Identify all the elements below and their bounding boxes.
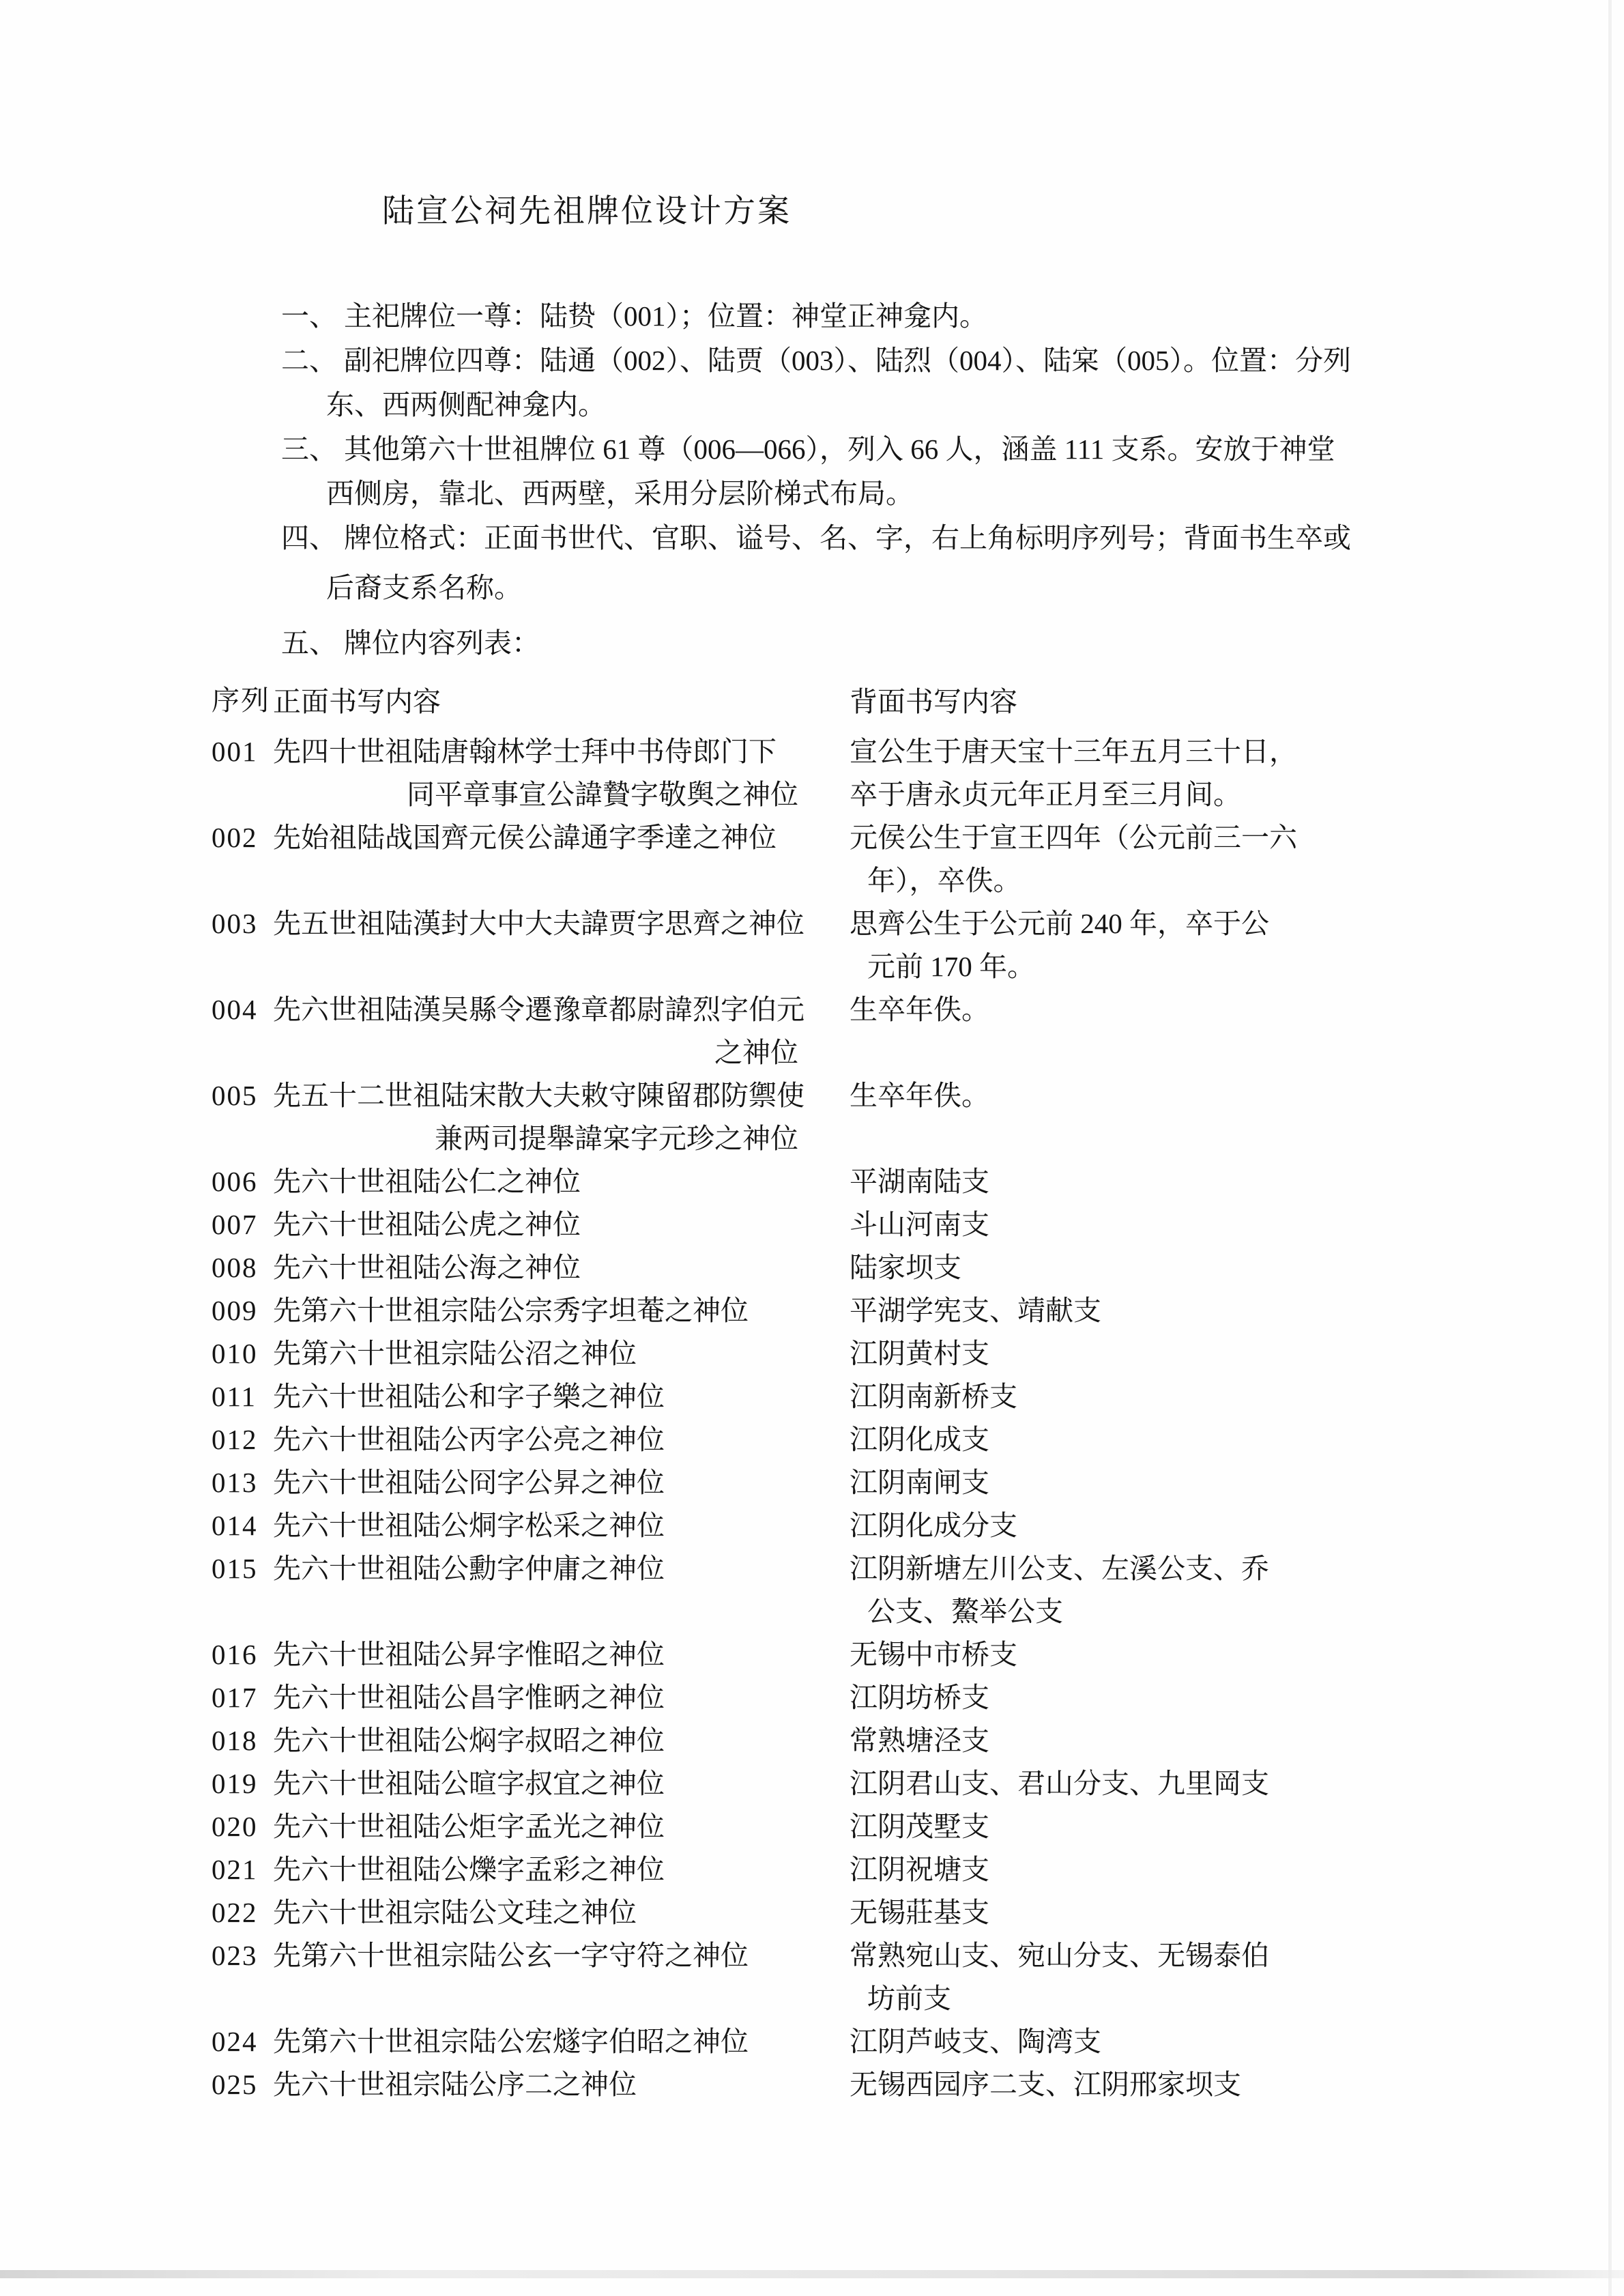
table-row <box>212 1848 1419 1891</box>
cell-seq: 001 <box>212 736 258 767</box>
cell-back <box>798 730 1419 816</box>
table-row <box>212 1203 1419 1246</box>
front-line: 先第六十世祖宗陆公沼之神位 <box>273 1338 637 1369</box>
cell-back <box>798 1719 1419 1762</box>
cell-front <box>273 1246 798 1289</box>
front-line: 同平章事宣公諱贄字敬舆之神位 <box>407 779 798 810</box>
table-row <box>212 1289 1419 1332</box>
cell-back <box>798 1375 1419 1418</box>
front-line: 先六十世祖陆公昇字惟昭之神位 <box>273 1639 665 1670</box>
note-line <box>326 472 1624 516</box>
cell-back <box>798 1504 1419 1547</box>
cell-front <box>273 1504 798 1547</box>
note-number: 三、 <box>281 433 337 465</box>
header-front: 正面书写内容 <box>273 686 441 717</box>
back-line: 无锡西园序二支、江阴邢家坝支 <box>850 2069 1241 2100</box>
back-line: 元侯公生于宣王四年（公元前三一六 <box>850 822 1297 853</box>
back-line: 江阴黄村支 <box>850 1338 989 1369</box>
note-text: 牌位内容列表： <box>344 627 540 659</box>
cell-seq: 021 <box>212 1854 258 1885</box>
cell-back <box>798 988 1419 1074</box>
cell-seq: 014 <box>212 1510 258 1541</box>
table-row <box>212 1633 1419 1676</box>
cell-seq: 024 <box>212 2026 258 2057</box>
back-line: 斗山河南支 <box>850 1209 989 1240</box>
cell-front <box>273 1934 798 2020</box>
back-line: 常熟塘泾支 <box>850 1725 989 1756</box>
back-line: 江阴芦岐支、陶湾支 <box>850 2026 1101 2057</box>
table-row <box>212 1805 1419 1848</box>
cell-seq: 017 <box>212 1682 258 1713</box>
note-number: 二、 <box>281 345 337 376</box>
note-text: 牌位格式：正面书世代、官职、谥号、名、字，右上角标明序列号；背面书生卒或 <box>344 522 1351 554</box>
table-row <box>212 1547 1419 1633</box>
table-row <box>212 1074 1419 1160</box>
cell-back <box>798 1160 1419 1203</box>
cell-seq: 002 <box>212 822 258 853</box>
table-row <box>212 2063 1419 2106</box>
back-line: 常熟宛山支、宛山分支、无锡泰伯 <box>850 1940 1269 1971</box>
note-item <box>0 621 1624 665</box>
header-seq: 序列 <box>212 685 270 716</box>
back-line: 宣公生于唐天宝十三年五月三十日， <box>850 736 1297 767</box>
cell-seq: 013 <box>212 1467 258 1498</box>
cell-seq: 015 <box>212 1553 258 1584</box>
cell-seq: 010 <box>212 1338 258 1369</box>
cell-front <box>273 1719 798 1762</box>
table-row <box>212 1762 1419 1805</box>
table-row <box>212 816 1419 902</box>
cell-back <box>798 1289 1419 1332</box>
note-item <box>0 516 1624 610</box>
cell-back <box>798 2020 1419 2063</box>
note-line <box>281 294 1624 339</box>
cell-back <box>798 1676 1419 1719</box>
back-line: 年），卒佚。 <box>867 865 1021 896</box>
cell-front <box>273 730 798 816</box>
note-item <box>0 294 1624 339</box>
back-line: 平湖南陆支 <box>850 1166 989 1197</box>
cell-back <box>798 1633 1419 1676</box>
table-row <box>212 1160 1419 1203</box>
cell-front <box>273 1375 798 1418</box>
note-text: 西侧房，靠北、西两壁，采用分层阶梯式布局。 <box>326 478 914 509</box>
cell-back <box>798 1203 1419 1246</box>
front-line: 先六十世祖陆公爍字孟彩之神位 <box>273 1854 665 1885</box>
cell-front <box>273 1074 804 1160</box>
front-line: 先第六十世祖宗陆公宏燧字伯昭之神位 <box>273 2026 749 2057</box>
back-line: 生卒年佚。 <box>850 1080 989 1111</box>
cell-seq: 019 <box>212 1768 258 1799</box>
back-line: 江阴化成分支 <box>850 1510 1017 1541</box>
back-line: 陆家坝支 <box>850 1252 961 1283</box>
back-line: 江阴祝塘支 <box>850 1854 989 1885</box>
cell-front <box>273 1848 798 1891</box>
cell-back <box>798 902 1419 988</box>
cell-front <box>273 1418 798 1461</box>
front-line: 兼两司提舉諱宲字元珍之神位 <box>435 1123 798 1154</box>
front-line: 先第六十世祖宗陆公玄一字守符之神位 <box>273 1940 749 1971</box>
cell-front <box>273 1547 798 1633</box>
table-row <box>212 1246 1419 1289</box>
back-line: 江阴南闸支 <box>850 1467 989 1498</box>
cell-back <box>798 1246 1419 1289</box>
front-line: 先六十世祖陆公虎之神位 <box>273 1209 581 1240</box>
cell-front <box>273 1633 798 1676</box>
front-line: 先六十世祖陆公海之神位 <box>273 1252 581 1283</box>
table-row <box>212 1375 1419 1418</box>
cell-seq: 006 <box>212 1166 258 1197</box>
back-line: 江阴君山支、君山分支、九里岡支 <box>850 1768 1269 1799</box>
note-number: 一、 <box>281 300 337 332</box>
front-line: 先五十二世祖陆宋散大夫敕守陳留郡防禦使 <box>273 1080 804 1111</box>
table-row <box>212 902 1419 988</box>
back-line: 思齊公生于公元前 240 年，卒于公 <box>850 908 1269 939</box>
note-line <box>326 566 1624 610</box>
back-line: 坊前支 <box>867 1983 951 2014</box>
cell-back <box>798 1332 1419 1375</box>
front-line: 之神位 <box>714 1037 798 1068</box>
table-row <box>212 2020 1419 2063</box>
back-line: 平湖学宪支、靖献支 <box>850 1295 1101 1326</box>
cell-seq: 025 <box>212 2069 258 2100</box>
cell-seq: 020 <box>212 1811 258 1842</box>
front-line: 先六世祖陆漢吴縣令遷豫章都尉諱烈字伯元 <box>273 994 804 1025</box>
cell-seq: 004 <box>212 994 258 1025</box>
back-line: 生卒年佚。 <box>850 994 989 1025</box>
cell-front <box>273 902 804 988</box>
table-row <box>212 1332 1419 1375</box>
back-line: 江阴化成支 <box>850 1424 989 1455</box>
note-line <box>281 427 1624 472</box>
cell-back <box>798 1805 1419 1848</box>
table-row <box>212 1676 1419 1719</box>
note-item <box>0 427 1624 516</box>
front-line: 先六十世祖陆公和字子樂之神位 <box>273 1381 665 1412</box>
note-line <box>281 339 1624 383</box>
front-line: 先六十世祖陆公焖字叔昭之神位 <box>273 1725 665 1756</box>
cell-back <box>798 816 1419 902</box>
cell-back <box>798 2063 1419 2106</box>
front-line: 先五世祖陆漢封大中大夫諱贾字思齊之神位 <box>273 908 804 939</box>
front-line: 先六十世祖陆公仁之神位 <box>273 1166 581 1197</box>
cell-seq: 018 <box>212 1725 258 1756</box>
back-line: 江阴新塘左川公支、左溪公支、乔 <box>850 1553 1269 1584</box>
back-line: 元前 170 年。 <box>867 951 1035 982</box>
cell-front <box>273 1676 798 1719</box>
note-line <box>281 516 1624 560</box>
note-text: 副祀牌位四尊：陆通（002）、陆贾（003）、陆烈（004）、陆宲（005）。位置：分列 <box>344 345 1351 376</box>
cell-front <box>273 2020 798 2063</box>
cell-back <box>798 1848 1419 1891</box>
table-row <box>212 1719 1419 1762</box>
cell-front <box>273 1891 798 1934</box>
cell-back <box>798 1891 1419 1934</box>
front-line: 先六十世祖陆公昌字惟昞之神位 <box>273 1682 665 1713</box>
table-row <box>212 1504 1419 1547</box>
note-text: 东、西两侧配神龛内。 <box>326 389 606 420</box>
back-line: 无锡莊基支 <box>850 1897 989 1928</box>
cell-back <box>798 1461 1419 1504</box>
back-line: 无锡中市桥支 <box>850 1639 1017 1670</box>
table-row <box>212 1418 1419 1461</box>
cell-front <box>273 1203 798 1246</box>
front-line: 先六十世祖陆公冏字公昇之神位 <box>273 1467 665 1498</box>
back-line: 江阴茂墅支 <box>850 1811 989 1842</box>
cell-back <box>798 1762 1419 1805</box>
scan-edge-bottom-artifact <box>0 2270 1624 2278</box>
note-line <box>326 383 1624 427</box>
front-line: 先六十世祖陆公炬字孟光之神位 <box>273 1811 665 1842</box>
front-line: 先六十世祖陆公暄字叔宜之神位 <box>273 1768 665 1799</box>
cell-seq: 009 <box>212 1295 258 1326</box>
cell-front <box>273 816 798 902</box>
page-title: 陆宣公祠先祖牌位设计方案 <box>382 194 792 229</box>
table-header <box>212 679 1419 722</box>
cell-seq: 005 <box>212 1080 258 1111</box>
cell-seq: 023 <box>212 1940 258 1971</box>
cell-front <box>273 2063 798 2106</box>
cell-seq: 022 <box>212 1897 258 1928</box>
cell-seq: 016 <box>212 1639 258 1670</box>
tablet-table-body <box>0 730 1624 2106</box>
cell-back <box>798 1418 1419 1461</box>
front-line: 先六十世祖宗陆公文珪之神位 <box>273 1897 637 1928</box>
table-row <box>212 730 1419 816</box>
cell-front <box>273 1289 798 1332</box>
cell-seq: 003 <box>212 908 258 939</box>
front-line: 先第六十世祖宗陆公宗秀字坦菴之神位 <box>273 1295 749 1326</box>
cell-seq: 008 <box>212 1252 258 1283</box>
cell-back <box>798 1074 1419 1160</box>
cell-seq: 011 <box>212 1381 257 1412</box>
table-row <box>212 988 1419 1074</box>
note-number: 四、 <box>281 522 337 554</box>
table-row <box>212 1891 1419 1934</box>
back-line: 公支、鰲举公支 <box>867 1596 1063 1627</box>
front-line: 先六十世祖陆公烔字松采之神位 <box>273 1510 665 1541</box>
note-text: 后裔支系名称。 <box>326 572 522 603</box>
front-line: 先四十世祖陆唐翰林学士拜中书侍郎门下 <box>273 736 777 767</box>
front-line: 先六十世祖宗陆公序二之神位 <box>273 2069 637 2100</box>
notes-list <box>0 294 1624 665</box>
cell-front <box>273 1461 798 1504</box>
cell-seq: 007 <box>212 1209 258 1240</box>
note-text: 主祀牌位一尊：陆贽（001）；位置：神堂正神龛内。 <box>344 300 987 332</box>
back-line: 卒于唐永贞元年正月至三月间。 <box>850 779 1241 810</box>
front-line: 先始祖陆战国齊元侯公諱通字季達之神位 <box>273 822 777 853</box>
note-item <box>0 339 1624 427</box>
header-back: 背面书写内容 <box>850 686 1017 717</box>
cell-front <box>273 1160 798 1203</box>
cell-front <box>273 1805 798 1848</box>
note-line <box>281 621 1624 665</box>
back-line: 江阴南新桥支 <box>850 1381 1017 1412</box>
tablet-table <box>0 679 1624 2106</box>
cell-front <box>273 1332 798 1375</box>
cell-front <box>273 1762 798 1805</box>
cell-seq: 012 <box>212 1424 258 1455</box>
cell-back <box>798 1934 1419 2020</box>
front-line: 先六十世祖陆公丙字公亮之神位 <box>273 1424 665 1455</box>
note-number: 五、 <box>281 627 337 659</box>
front-line: 先六十世祖陆公勳字仲庸之神位 <box>273 1553 665 1584</box>
note-text: 其他第六十世祖牌位 61 尊（006—066），列入 66 人，涵盖 111 支系。安放于神堂 <box>344 433 1335 465</box>
cell-back <box>798 1547 1419 1633</box>
table-row <box>212 1461 1419 1504</box>
cell-front <box>273 988 804 1074</box>
scan-edge-right-artifact <box>1608 0 1612 2296</box>
back-line: 江阴坊桥支 <box>850 1682 989 1713</box>
table-row <box>212 1934 1419 2020</box>
